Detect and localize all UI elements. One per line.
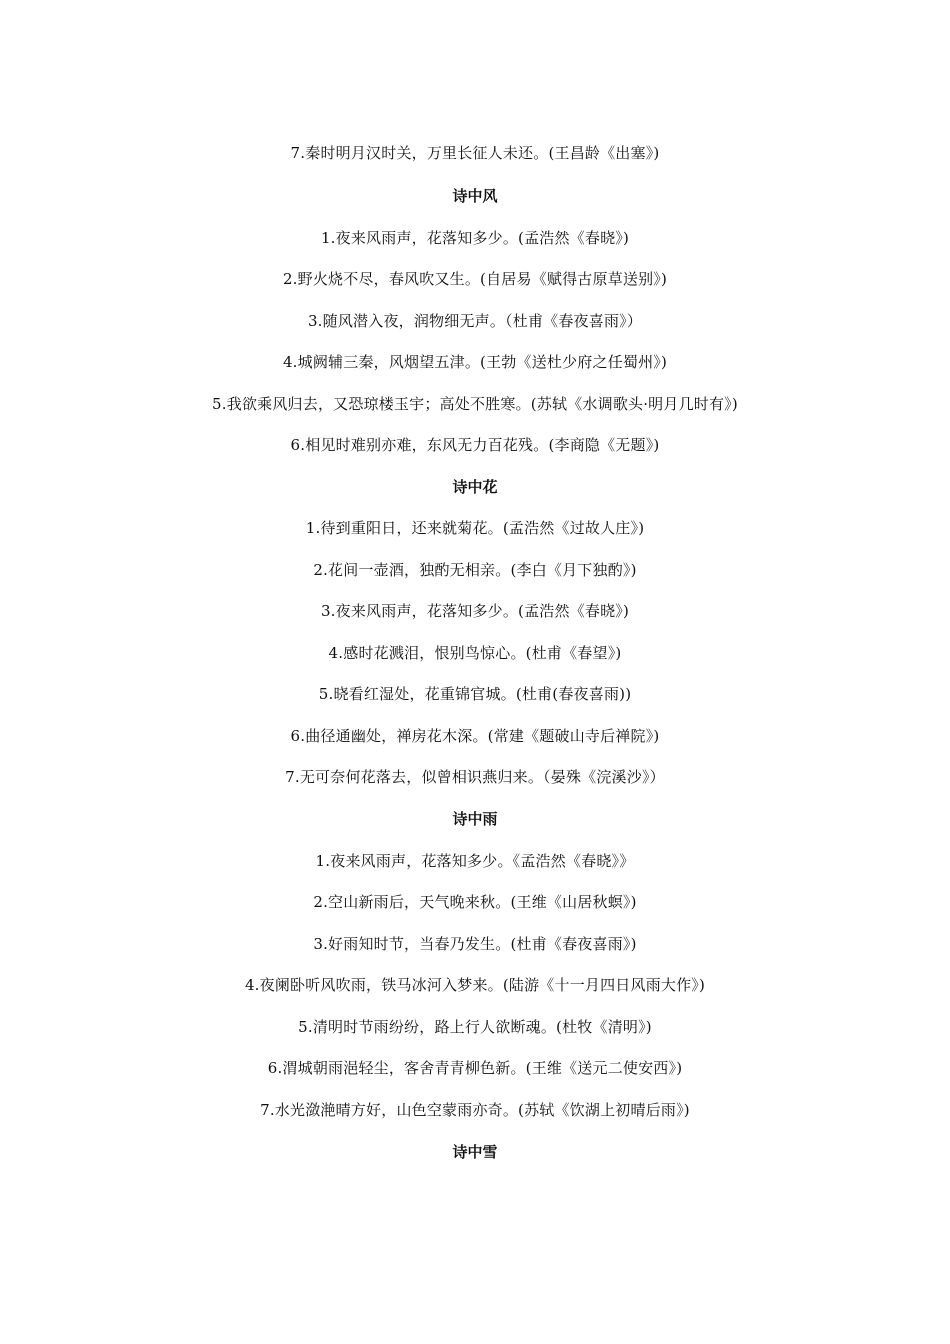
poem-line: 3.夜来风雨声，花落知多少。(孟浩然《春晓》) xyxy=(320,602,630,620)
poem-line: 5.清明时节雨纷纷，路上行人欲断魂。(杜牧《清明》) xyxy=(298,1018,652,1036)
poem-line: 4.感时花溅泪，恨别鸟惊心。(杜甫《春望》) xyxy=(328,644,622,662)
poem-line: 1.夜来风雨声，花落知多少。(孟浩然《春晓》) xyxy=(320,229,630,247)
poem-line: 3.好雨知时节，当春乃发生。(杜甫《春夜喜雨》) xyxy=(313,935,637,953)
poem-line: 1.待到重阳日，还来就菊花。(孟浩然《过故人庄》) xyxy=(305,519,645,537)
poem-line: 2.空山新雨后，天气晚来秋。(王维《山居秋螟》) xyxy=(313,893,637,911)
poem-line: 3.随风潜入夜，润物细无声。（杜甫《春夜喜雨》） xyxy=(307,312,643,330)
poem-line: 6.渭城朝雨浥轻尘，客舍青青柳色新。(王维《送元二使安西》) xyxy=(267,1059,683,1077)
section-heading-wind: 诗中风 xyxy=(452,187,498,205)
poem-line: 2.花间一壶酒，独酌无相亲。(李白《月下独酌》) xyxy=(313,561,637,579)
poem-line: 7.水光潋滟晴方好，山色空蒙雨亦奇。(苏轼《饮湖上初晴后雨》) xyxy=(260,1101,690,1119)
poem-line: 4.城阙辅三秦，风烟望五津。(王勃《送杜少府之任蜀州》) xyxy=(282,353,668,371)
poem-line: 1.夜来风雨声，花落知多少。《孟浩然《春晓》》 xyxy=(315,852,635,870)
poem-line: 4.夜阑卧听风吹雨，铁马冰河入梦来。(陆游《十一月四日风雨大作》) xyxy=(244,976,706,994)
section-heading-snow: 诗中雪 xyxy=(452,1143,498,1161)
section-heading-flower: 诗中花 xyxy=(452,478,498,496)
poem-line: 5.晓看红湿处，花重锦官城。(杜甫(春夜喜雨)) xyxy=(318,685,632,703)
section-heading-rain: 诗中雨 xyxy=(452,810,498,828)
poem-line: 6.相见时难别亦难，东风无力百花残。(李商隐《无题》) xyxy=(290,436,660,454)
poem-line: 2.野火烧不尽，春风吹又生。(自居易《赋得古原草送别》) xyxy=(282,270,668,288)
poem-line: 7.秦时明月汉时关，万里长征人未还。(王昌龄《出塞》) xyxy=(290,144,660,162)
poem-line: 5.我欲乘风归去，又恐琼楼玉宇；高处不胜寒。(苏轼《水调歌头·明月几时有》) xyxy=(212,395,738,413)
poem-line: 7.无可奈何花落去，似曾相识燕归来。（晏殊《浣溪沙》） xyxy=(285,768,665,786)
poem-line: 6.曲径通幽处，禅房花木深。(常建《题破山寺后禅院》) xyxy=(290,727,660,745)
